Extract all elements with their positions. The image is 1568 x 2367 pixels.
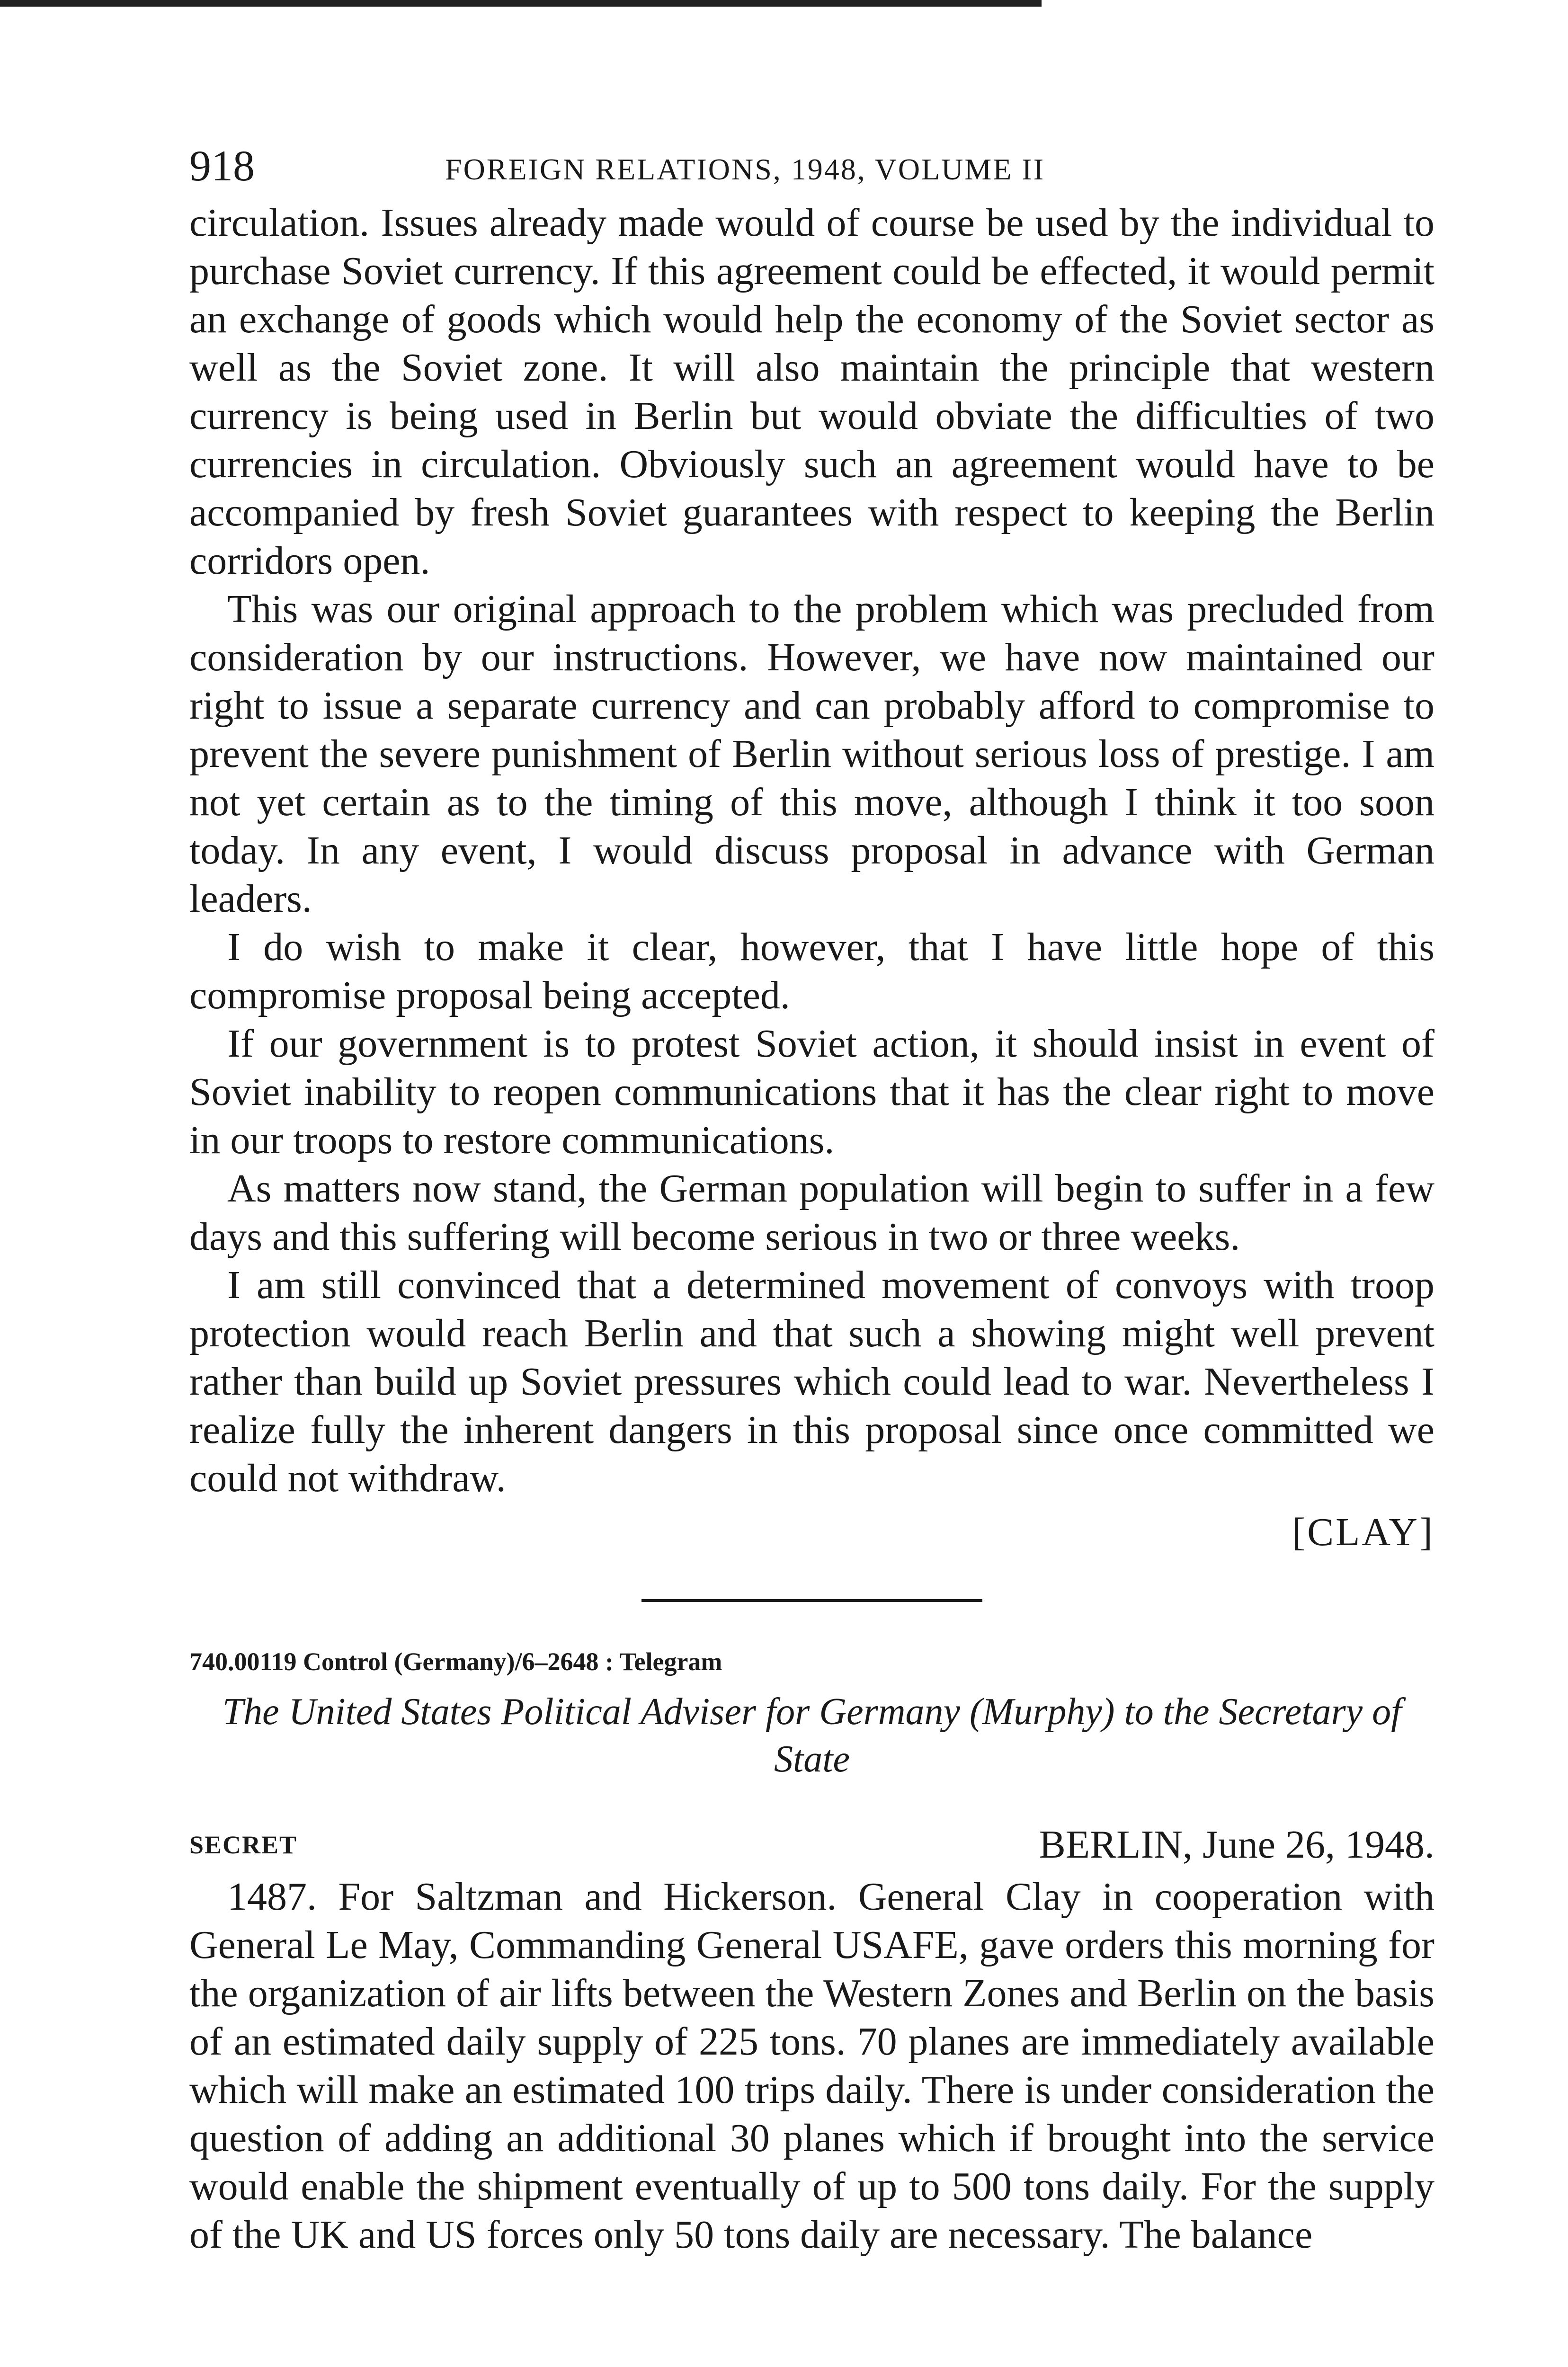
place-date: BERLIN, June 26, 1948. bbox=[1039, 1823, 1434, 1867]
signature: [CLAY] bbox=[1292, 1510, 1434, 1554]
paragraph: I am still convinced that a determined movement of convoys with troop protection would reach Berlin and that such a showing might well prevent rather than build up Soviet pressures which could lead to war. Nevertheless I realize fully the inherent dangers in this proposal since once committed we could not withdraw. bbox=[189, 1263, 1434, 1500]
page-number: 918 bbox=[189, 142, 255, 190]
clay-telegram-body bbox=[189, 199, 1434, 1503]
paragraph: As matters now stand, the German population will begin to suffer in a few days and this suffering will become serious in two or three weeks. bbox=[189, 1166, 1434, 1259]
paragraph: I do wish to make it clear, however, that I have little hope of this compromise proposal being accepted. bbox=[189, 925, 1434, 1017]
file-number: 740.00119 Control (Germany)/6–2648 : Telegram bbox=[189, 1647, 722, 1676]
paragraph: If our government is to protest Soviet action, it should insist in event of Soviet inability to reopen communications that it has the clear right to move in our troops to restore communications. bbox=[189, 1022, 1434, 1162]
classification-label: SECRET bbox=[189, 1831, 298, 1859]
running-head bbox=[189, 142, 1434, 199]
dateline bbox=[189, 1821, 1434, 1873]
section-divider bbox=[641, 1599, 982, 1602]
top-edge-rule bbox=[0, 0, 1042, 7]
document-page bbox=[189, 142, 1434, 2259]
murphy-telegram-body bbox=[189, 1873, 1434, 2259]
paragraph: 1487. For Saltzman and Hickerson. General Clay in cooperation with General Le May, Commanding General USAFE, gave orders this morning for the organization of air lifts between the Western Zones and Berlin on the basis of an estimated daily supply of 225 tons. 70 planes are immediately available which will make an estimated 100 trips daily. There is under consideration the question of adding an additional 30 planes which if brought into the service would enable the shipment eventually of up to 500 tons daily. For the supply of the UK and US forces only 50 tons daily are necessary. The balance bbox=[189, 1875, 1434, 2257]
document-title: The United States Political Adviser for Germany (Murphy) to the Secretary of State bbox=[222, 1691, 1402, 1780]
paragraph: This was our original approach to the problem which was precluded from consideration by our instructions. However, we have now maintained our right to issue a separate currency and can probably afford to compromise to prevent the severe punishment of Berlin without serious loss of prestige. I am not yet certain as to the timing of this move, although I think it too soon today. In any event, I would discuss proposal in advance with German leaders. bbox=[189, 587, 1434, 921]
paragraph: circulation. Issues already made would of course be used by the individual to purchase Soviet currency. If this agreement could be effected, it would permit an exchange of goods which would help the economy of the Soviet sector as well as the Soviet zone. It will also maintain the principle that western currency is being used in Berlin but would obviate the difficulties of two currencies in circulation. Obviously such an agreement would have to be accompanied by fresh Soviet guarantees with respect to keeping the Berlin corridors open. bbox=[189, 201, 1434, 583]
running-title: FOREIGN RELATIONS, 1948, VOLUME II bbox=[445, 152, 1045, 186]
